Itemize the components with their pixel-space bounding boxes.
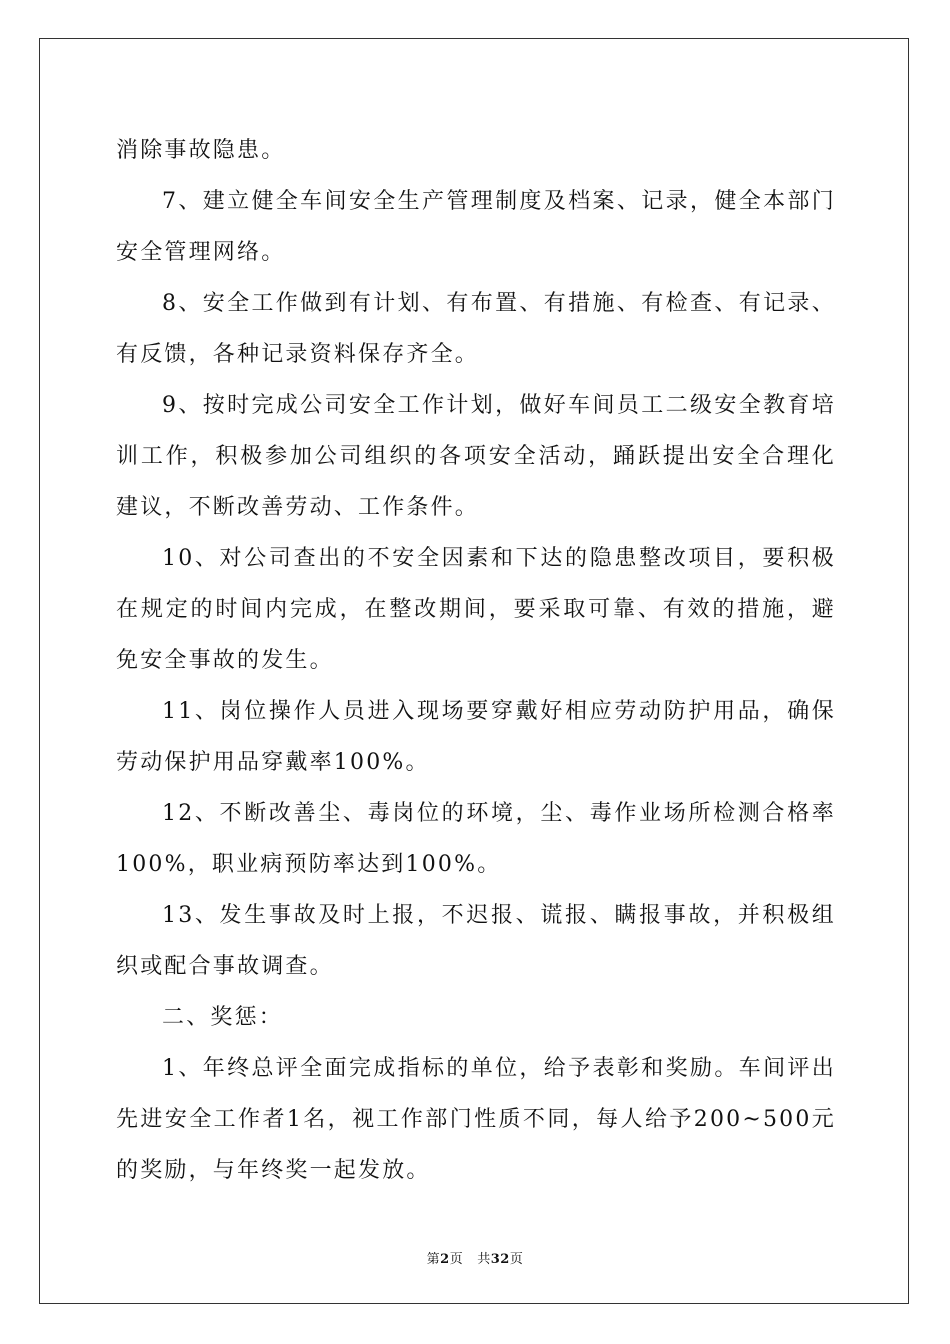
paragraph-item-11: 11、岗位操作人员进入现场要穿戴好相应劳动防护用品，确保劳动保护用品穿戴率100%。 [116, 699, 836, 775]
paragraph-reward-1: 1、年终总评全面完成指标的单位，给予表彰和奖励。车间评出先进安全工作者1名，视工作部门性质不同，每人给予200~500元的奖励，与年终奖一起发放。 [116, 1056, 836, 1183]
page-footer [0, 1248, 950, 1267]
footer-page-prefix: 第 [426, 1252, 441, 1267]
paragraph-item-13: 13、发生事故及时上报，不迟报、谎报、瞒报事故，并积极组织或配合事故调查。 [116, 903, 836, 979]
footer-total-prefix: 共 [477, 1252, 491, 1267]
footer-page-total: 32 [490, 1252, 510, 1267]
paragraph-continuation: 消除事故隐患。 [116, 138, 286, 163]
paragraph-item-12: 12、不断改善尘、毒岗位的环境，尘、毒作业场所检测合格率100%，职业病预防率达到100%。 [116, 801, 836, 877]
footer-page-current: 2 [440, 1252, 450, 1267]
paragraph-item-8: 8、安全工作做到有计划、有布置、有措施、有检查、有记录、有反馈，各种记录资料保存齐全。 [116, 291, 836, 367]
footer-total-suffix: 页 [509, 1252, 524, 1267]
paragraph-item-7: 7、建立健全车间安全生产管理制度及档案、记录，健全本部门安全管理网络。 [116, 189, 836, 265]
footer-page-suffix: 页 [449, 1252, 464, 1267]
section-heading-rewards: 二、奖惩： [162, 1005, 284, 1030]
document-body [116, 125, 836, 1196]
paragraph-item-9: 9、按时完成公司安全工作计划，做好车间员工二级安全教育培训工作，积极参加公司组织的各项安全活动，踊跃提出安全合理化建议，不断改善劳动、工作条件。 [116, 393, 836, 520]
paragraph-item-10: 10、对公司查出的不安全因素和下达的隐患整改项目，要积极在规定的时间内完成，在整改期间，要采取可靠、有效的措施，避免安全事故的发生。 [116, 546, 836, 673]
